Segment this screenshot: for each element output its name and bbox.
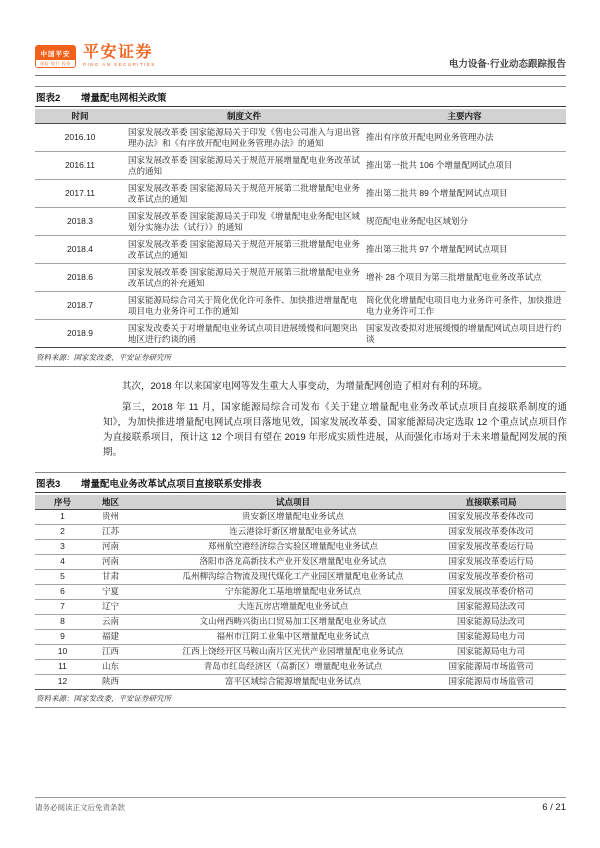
table-cell: 国家发改委关于对增量配电业务试点项目进展缓慢和问题突出地区进行约谈的函 [125,320,363,348]
table-cell: 甘肃 [90,569,170,584]
page-header [35,44,566,72]
policy-table-body [35,124,566,348]
table-cell: 国家能源局法改司 [416,599,566,614]
figure2-source: 资料来源：国家发改委，平安证券研究所 [35,348,566,367]
table-cell: 国家发展改革委体改司 [416,509,566,524]
table-row [35,124,566,152]
table-cell: 国家发改委拟对进展缓慢的增量配网试点项目进行约谈 [363,320,566,348]
table-row [35,509,566,524]
table-cell: 推出有序放开配电网业务管理办法 [363,124,566,152]
figure2-title [35,86,566,107]
column-header: 主要内容 [363,109,566,124]
table-cell: 增补 28 个项目为第三批增量配电业务改革试点 [363,264,566,292]
column-header: 直接联系司局 [416,495,566,510]
table-cell: 12 [35,674,90,689]
table-header-row [35,109,566,124]
table-cell: 国家能源局综合司关于简化优化许可条件、加快推进增量配电项目电力业务许可工作的通知 [125,292,363,320]
table-cell: 推出第三批共 97 个增量配网试点项目 [363,236,566,264]
table-cell: 国家发展改革委价格司 [416,584,566,599]
table-cell: 陕西 [90,674,170,689]
table-cell: 郑州航空港经济综合实验区增量配电业务试点 [170,539,416,554]
table-cell: 河南 [90,539,170,554]
table-row [35,264,566,292]
table-cell: 国家发展改革委体改司 [416,524,566,539]
table-cell: 江西 [90,644,170,659]
table-cell: 7 [35,599,90,614]
table-header-row [35,495,566,510]
column-header: 地区 [90,495,170,510]
table-row [35,659,566,674]
page-footer [35,797,566,813]
table-row [35,292,566,320]
table-cell: 贵安新区增量配电业务试点 [170,509,416,524]
table-cell: 河南 [90,554,170,569]
table-row [35,208,566,236]
table-cell: 10 [35,644,90,659]
table-cell: 国家能源局法改司 [416,614,566,629]
table-cell: 贵州 [90,509,170,524]
table-row [35,584,566,599]
table-cell: 2018.3 [35,208,125,236]
table-row [35,539,566,554]
figure2-caption: 增量配电网相关政策 [80,93,167,104]
table-cell: 11 [35,659,90,674]
table-row [35,320,566,348]
pilot-table-body [35,509,566,689]
table-cell: 国家发展改革委 国家能源局关于规范开展第三批增量配电业务改革试点的补充通知 [125,264,363,292]
table-cell: 福建 [90,629,170,644]
body-paragraph: 其次，2018 年以来国家电网等发生重大人事变动，为增量配网创造了相对有利的环境。 [122,380,488,392]
table-cell: 2018.6 [35,264,125,292]
table-cell: 青岛市红岛经济区（高新区）增量配电业务试点 [170,659,416,674]
policy-table-head [35,109,566,124]
table-cell: 宁东能源化工基地增量配电业务试点 [170,584,416,599]
pilot-table-head [35,495,566,510]
footer-disclaimer: 请务必阅读正文后免责条款 [35,803,125,812]
table-cell: 福州市江阴工业集中区增量配电业务试点 [170,629,416,644]
table-cell: 洛阳市洛龙高新技术产业开发区增量配电业务试点 [170,554,416,569]
table-row [35,236,566,264]
table-cell: 国家发展改革委价格司 [416,569,566,584]
table-cell: 推出第一批共 106 个增量配网试点项目 [363,152,566,180]
table-cell: 宁夏 [90,584,170,599]
table-cell: 文山州西畴兴街出口贸易加工区增量配电业务试点 [170,614,416,629]
table-cell: 2 [35,524,90,539]
table-row [35,644,566,659]
table-row [35,152,566,180]
table-row [35,569,566,584]
table-cell: 国家发展改革委 国家能源局关于规范开展增量配电业务改革试点的通知 [125,152,363,180]
table-cell: 2016.11 [35,152,125,180]
table-cell: 江西上饶经开区马鞍山南片区光伏产业园增量配电业务试点 [170,644,416,659]
pilot-table [35,495,566,690]
table-cell: 推出第二批共 89 个增量配网试点项目 [363,180,566,208]
table-row [35,614,566,629]
report-type-label: 电力设备·行业动态跟踪报告 [448,59,566,70]
table-row [35,629,566,644]
header-divider [35,75,566,76]
table-cell: 4 [35,554,90,569]
table-cell: 6 [35,584,90,599]
table-cell: 2018.4 [35,236,125,264]
table-row [35,180,566,208]
table-cell: 简化优化增量配电项目电力业务许可条件，加快推进电力业务许可工作 [363,292,566,320]
table-cell: 1 [35,509,90,524]
table-cell: 国家发展改革委运行局 [416,554,566,569]
brand-name-cn: 平安证券 [83,44,154,61]
table-cell: 2018.7 [35,292,125,320]
table-cell: 山东 [90,659,170,674]
table-cell: 国家发展改革委 国家能源局关于规范开展第三批增量配电业务改革试点的通知 [125,236,363,264]
table-cell: 8 [35,614,90,629]
table-cell: 国家能源局市场监管司 [416,674,566,689]
table-cell: 大连瓦房店增量配电业务试点 [170,599,416,614]
table-cell: 3 [35,539,90,554]
table-cell: 国家能源局电力司 [416,629,566,644]
figure3-caption: 增量配电业务改革试点项目直接联系安排表 [80,478,262,490]
table-cell: 5 [35,569,90,584]
column-header: 序号 [35,495,90,510]
table-row [35,554,566,569]
table-cell: 2016.10 [35,124,125,152]
table-cell: 国家能源局电力司 [416,644,566,659]
table-row [35,524,566,539]
table-row [35,599,566,614]
table-cell: 连云港徐圩新区增量配电业务试点 [170,524,416,539]
table-cell: 江苏 [90,524,170,539]
policy-table [35,109,566,348]
brand-name-en: PING AN SECURITIES [83,62,156,67]
figure3-title [35,472,566,493]
column-header: 试点项目 [170,495,416,510]
figure2-label: 图表2 [36,93,61,104]
table-row [35,674,566,689]
brand-text [83,44,156,67]
table-cell: 国家发展改革委 国家能源局关于印发《增量配电业务配电区域划分实施办法（试行）》的通知 [125,208,363,236]
table-cell: 国家发展改革委 国家能源局关于印发《售电公司准入与退出管理办法》和《有序放开配电网业务管理办法》的通知 [125,124,363,152]
body-paragraph: 第三，2018 年 11 月，国家能源局综合司发布《关于建立增量配电业务改革试点项目直接联系制度的通知》，为加快推进增量配电网试点项目落地见效，国家发展改革委、国家能源局决定选取 12 个重点试点项目作为直接联系项目，预计这 12 个项目有望在 2019 年形成实质性进展，从而强化市场对于未来增量配网发展的预期。 [103,401,567,458]
table-cell: 国家能源局市场监管司 [416,659,566,674]
table-cell: 2017.11 [35,180,125,208]
table-cell: 瓜州柳沟综合物流及现代煤化工产业园区增量配电业务试点 [170,569,416,584]
pingan-badge-icon [35,45,76,68]
column-header: 制度文件 [125,109,363,124]
badge-tagline: 保险·银行·投资 [36,60,75,67]
table-cell: 云南 [90,614,170,629]
pingan-logo [35,44,156,68]
table-cell: 9 [35,629,90,644]
figure3-source: 资料来源：国家发改委，平安证券研究所 [35,690,566,709]
page-number: 6 / 21 [542,802,566,813]
figure3-label: 图表3 [36,478,61,490]
table-cell: 规范配电业务配电区域划分 [363,208,566,236]
table-cell: 国家发展改革委运行局 [416,539,566,554]
table-cell: 辽宁 [90,599,170,614]
table-cell: 2018.9 [35,320,125,348]
badge-text-cn: 中国平安 [36,46,75,60]
column-header: 时间 [35,109,125,124]
table-cell: 国家发展改革委 国家能源局关于规范开展第二批增量配电业务改革试点的通知 [125,180,363,208]
table-cell: 富平区域综合能源增量配电业务试点 [170,674,416,689]
